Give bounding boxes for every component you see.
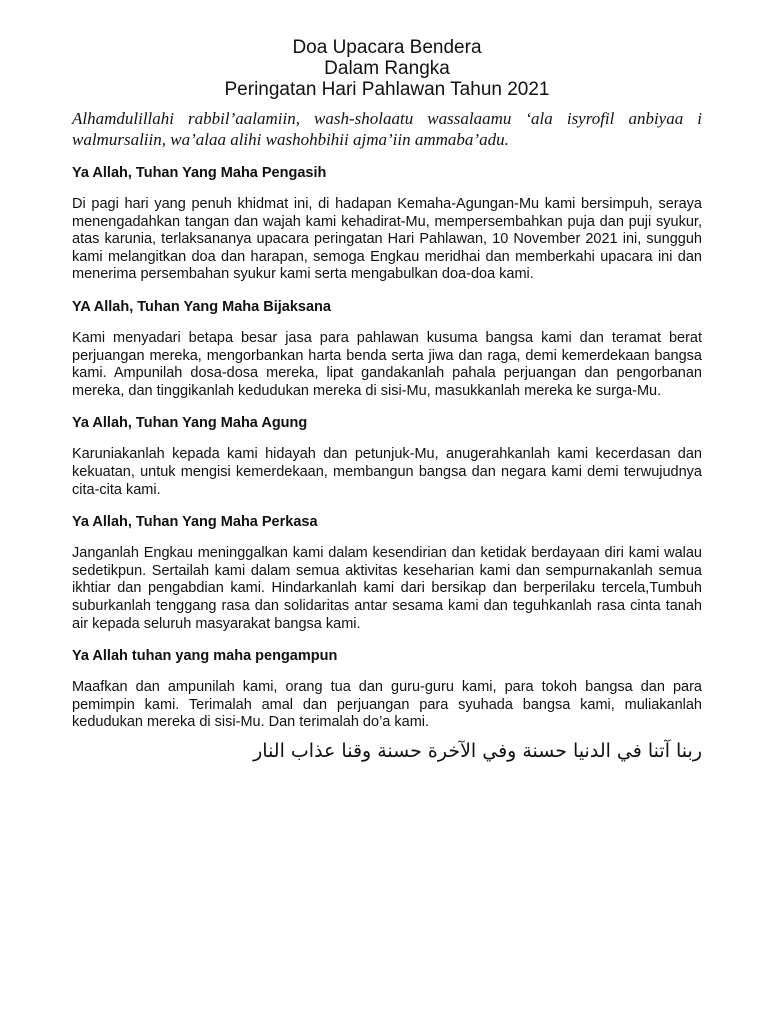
title-line-2: Dalam Rangka — [324, 58, 450, 79]
section-heading-bijaksana: YA Allah, Tuhan Yang Maha Bijaksana — [72, 298, 331, 315]
opening-invocation: Alhamdulillahi rabbil’aalamiin, wash-sholaatu wassalaamu ‘ala isyrofil anbiyaa i walmursaliin, wa’alaa alihi washohbihii ajma’iin ammaba’adu. — [72, 109, 702, 149]
section-body-perkasa: Janganlah Engkau meninggalkan kami dalam kesendirian dan ketidak berdayaan diri kami walau sedetikpun. Sertailah kami dalam semua aktivitas keseharian kami dan sempurnakanlah semua ikhtiar dan pengabdian kami. Hindarkanlah kami dari bersikap dan berperilaku tercela,Tumbuh suburkanlah tenggang rasa dan solidaritas antar sesama kami dan teguhkanlah rasa cinta tanah air kepada seluruh masyarakat bangsa kami. — [72, 545, 702, 632]
title-line-3: Peringatan Hari Pahlawan Tahun 2021 — [224, 79, 550, 100]
document-page — [72, 37, 702, 764]
title-line-1: Doa Upacara Bendera — [292, 37, 482, 58]
section-body-agung: Karuniakanlah kepada kami hidayah dan petunjuk-Mu, anugerahkanlah kami kecerdasan dan kekuatan, untuk mengisi kemerdekaan, membangun bangsa dan negara kami demi terwujudnya cita-cita kami. — [72, 446, 702, 498]
section-heading-pengasih: Ya Allah, Tuhan Yang Maha Pengasih — [72, 165, 327, 181]
section-body-bijaksana: Kami menyadari betapa besar jasa para pahlawan kusuma bangsa kami dan teramat berat perjuangan mereka, mengorbankan harta benda serta jiwa dan raga, demi kemerdekaan bangsa kami. Ampunilah dosa-dosa mereka, lipat gandakanlah pahala perjuangan dan pengorbanan mereka, dan tinggikanlah kedudukan mereka di sisi-Mu, masukkanlah mereka ke surga-Mu. — [72, 329, 702, 399]
section-heading-pengampun: Ya Allah tuhan yang maha pengampun — [72, 648, 338, 665]
section-heading-perkasa: Ya Allah, Tuhan Yang Maha Perkasa — [72, 514, 318, 531]
section-heading-agung: Ya Allah, Tuhan Yang Maha Agung — [72, 415, 308, 432]
closing-arabic-prayer: ربنا آتنا في الدنيا حسنة وفي الآخرة حسنة وقنا عذاب النار — [253, 739, 702, 762]
section-body-pengasih: Di pagi hari yang penuh khidmat ini, di hadapan Kemaha-Agungan-Mu kami bersimpuh, seraya menengadahkan tangan dan wajah kami kehadirat-Mu, mempersembahkan puja dan puji syukur, atas karunia, terlaksananya upacara peringatan Hari Pahlawan, 10 November 2021 ini, sungguh kami melangitkan doa dan harapan, semoga Engkau meridhai dan memberkahi upacara ini dan menerima persembahan syukur kami serta mengabulkan doa-doa kami. — [72, 196, 702, 283]
document-title — [72, 37, 702, 100]
section-body-pengampun: Maafkan dan ampunilah kami, orang tua dan guru-guru kami, para tokoh bangsa dan para pemimpin kami. Terimalah amal dan perjuangan para syuhada bangsa kami, muliakanlah kedudukan mereka di sisi-Mu. Dan terimalah do’a kami. — [72, 679, 702, 731]
